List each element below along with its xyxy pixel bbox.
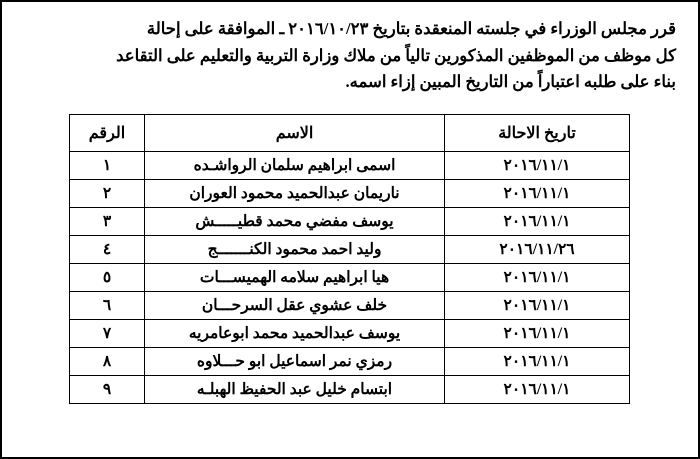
cell-name: ابتسام خليل عبد الحفيظ الهبلـه [145,376,445,404]
cell-number: ٢ [70,180,145,208]
preamble-line-2: كل موظف من الموظفين المذكورين تالياً من ملاك وزارة التربية والتعليم على التقاعد [116,45,676,65]
cell-name: اسمى ابراهيم سلمان الرواشـده [145,152,445,180]
column-header-number: الرقم [70,115,145,152]
table-row [70,320,630,348]
column-header-date: تاريخ الاحالة [445,115,630,152]
table-header-row [70,115,630,152]
cell-name: يوسف عبدالحميد محمد ابوعامريه [145,320,445,348]
table-row [70,292,630,320]
cell-date: ٢٠١٦/١١/١ [445,292,630,320]
cell-name: رمزي نمر اسماعيل ابو حـــلاوه [145,348,445,376]
cell-name: ناريمان عبدالحميد محمود العوران [145,180,445,208]
cell-date: ٢٠١٦/١١/١ [445,348,630,376]
cell-number: ٥ [70,264,145,292]
preamble-line-3: بناء على طلبه اعتباراً من التاريخ المبين إزاء اسمه. [345,72,676,92]
cell-name: خلف عشوي عقل السرحـــان [145,292,445,320]
cell-number: ٧ [70,320,145,348]
cell-date: ٢٠١٦/١١/١ [445,180,630,208]
cell-number: ٣ [70,208,145,236]
table-body [70,152,630,404]
table-row [70,236,630,264]
table-row [70,152,630,180]
cell-number: ٤ [70,236,145,264]
cell-date: ٢٠١٦/١١/٢٦ [445,236,630,264]
cell-date: ٢٠١٦/١١/١ [445,264,630,292]
column-header-name: الاسم [145,115,445,152]
cell-number: ٨ [70,348,145,376]
table-row [70,208,630,236]
table-row [70,180,630,208]
cell-name: وليد احمد محمود الكنـــــــج [145,236,445,264]
cell-date: ٢٠١٦/١١/١ [445,320,630,348]
table-header [70,115,630,152]
cell-number: ١ [70,152,145,180]
cell-date: ٢٠١٦/١١/١ [445,208,630,236]
cell-number: ٦ [70,292,145,320]
retirement-table [69,114,630,404]
retirement-table-container [70,114,630,404]
table-row [70,376,630,404]
table-row [70,264,630,292]
preamble-text [24,16,676,96]
preamble-line-1: قرر مجلس الوزراء في جلسته المنعقدة بتاريخ ٢٠١٦/١٠/٢٣ ـ الموافقة على إحالة [146,19,676,38]
table-row [70,348,630,376]
cell-date: ٢٠١٦/١١/١ [445,152,630,180]
cell-name: يوسف مفضي محمد قطيـــــش [145,208,445,236]
cell-name: هيا ابراهيم سلامه الهميســـات [145,264,445,292]
cell-date: ٢٠١٦/١١/١ [445,376,630,404]
cell-number: ٩ [70,376,145,404]
